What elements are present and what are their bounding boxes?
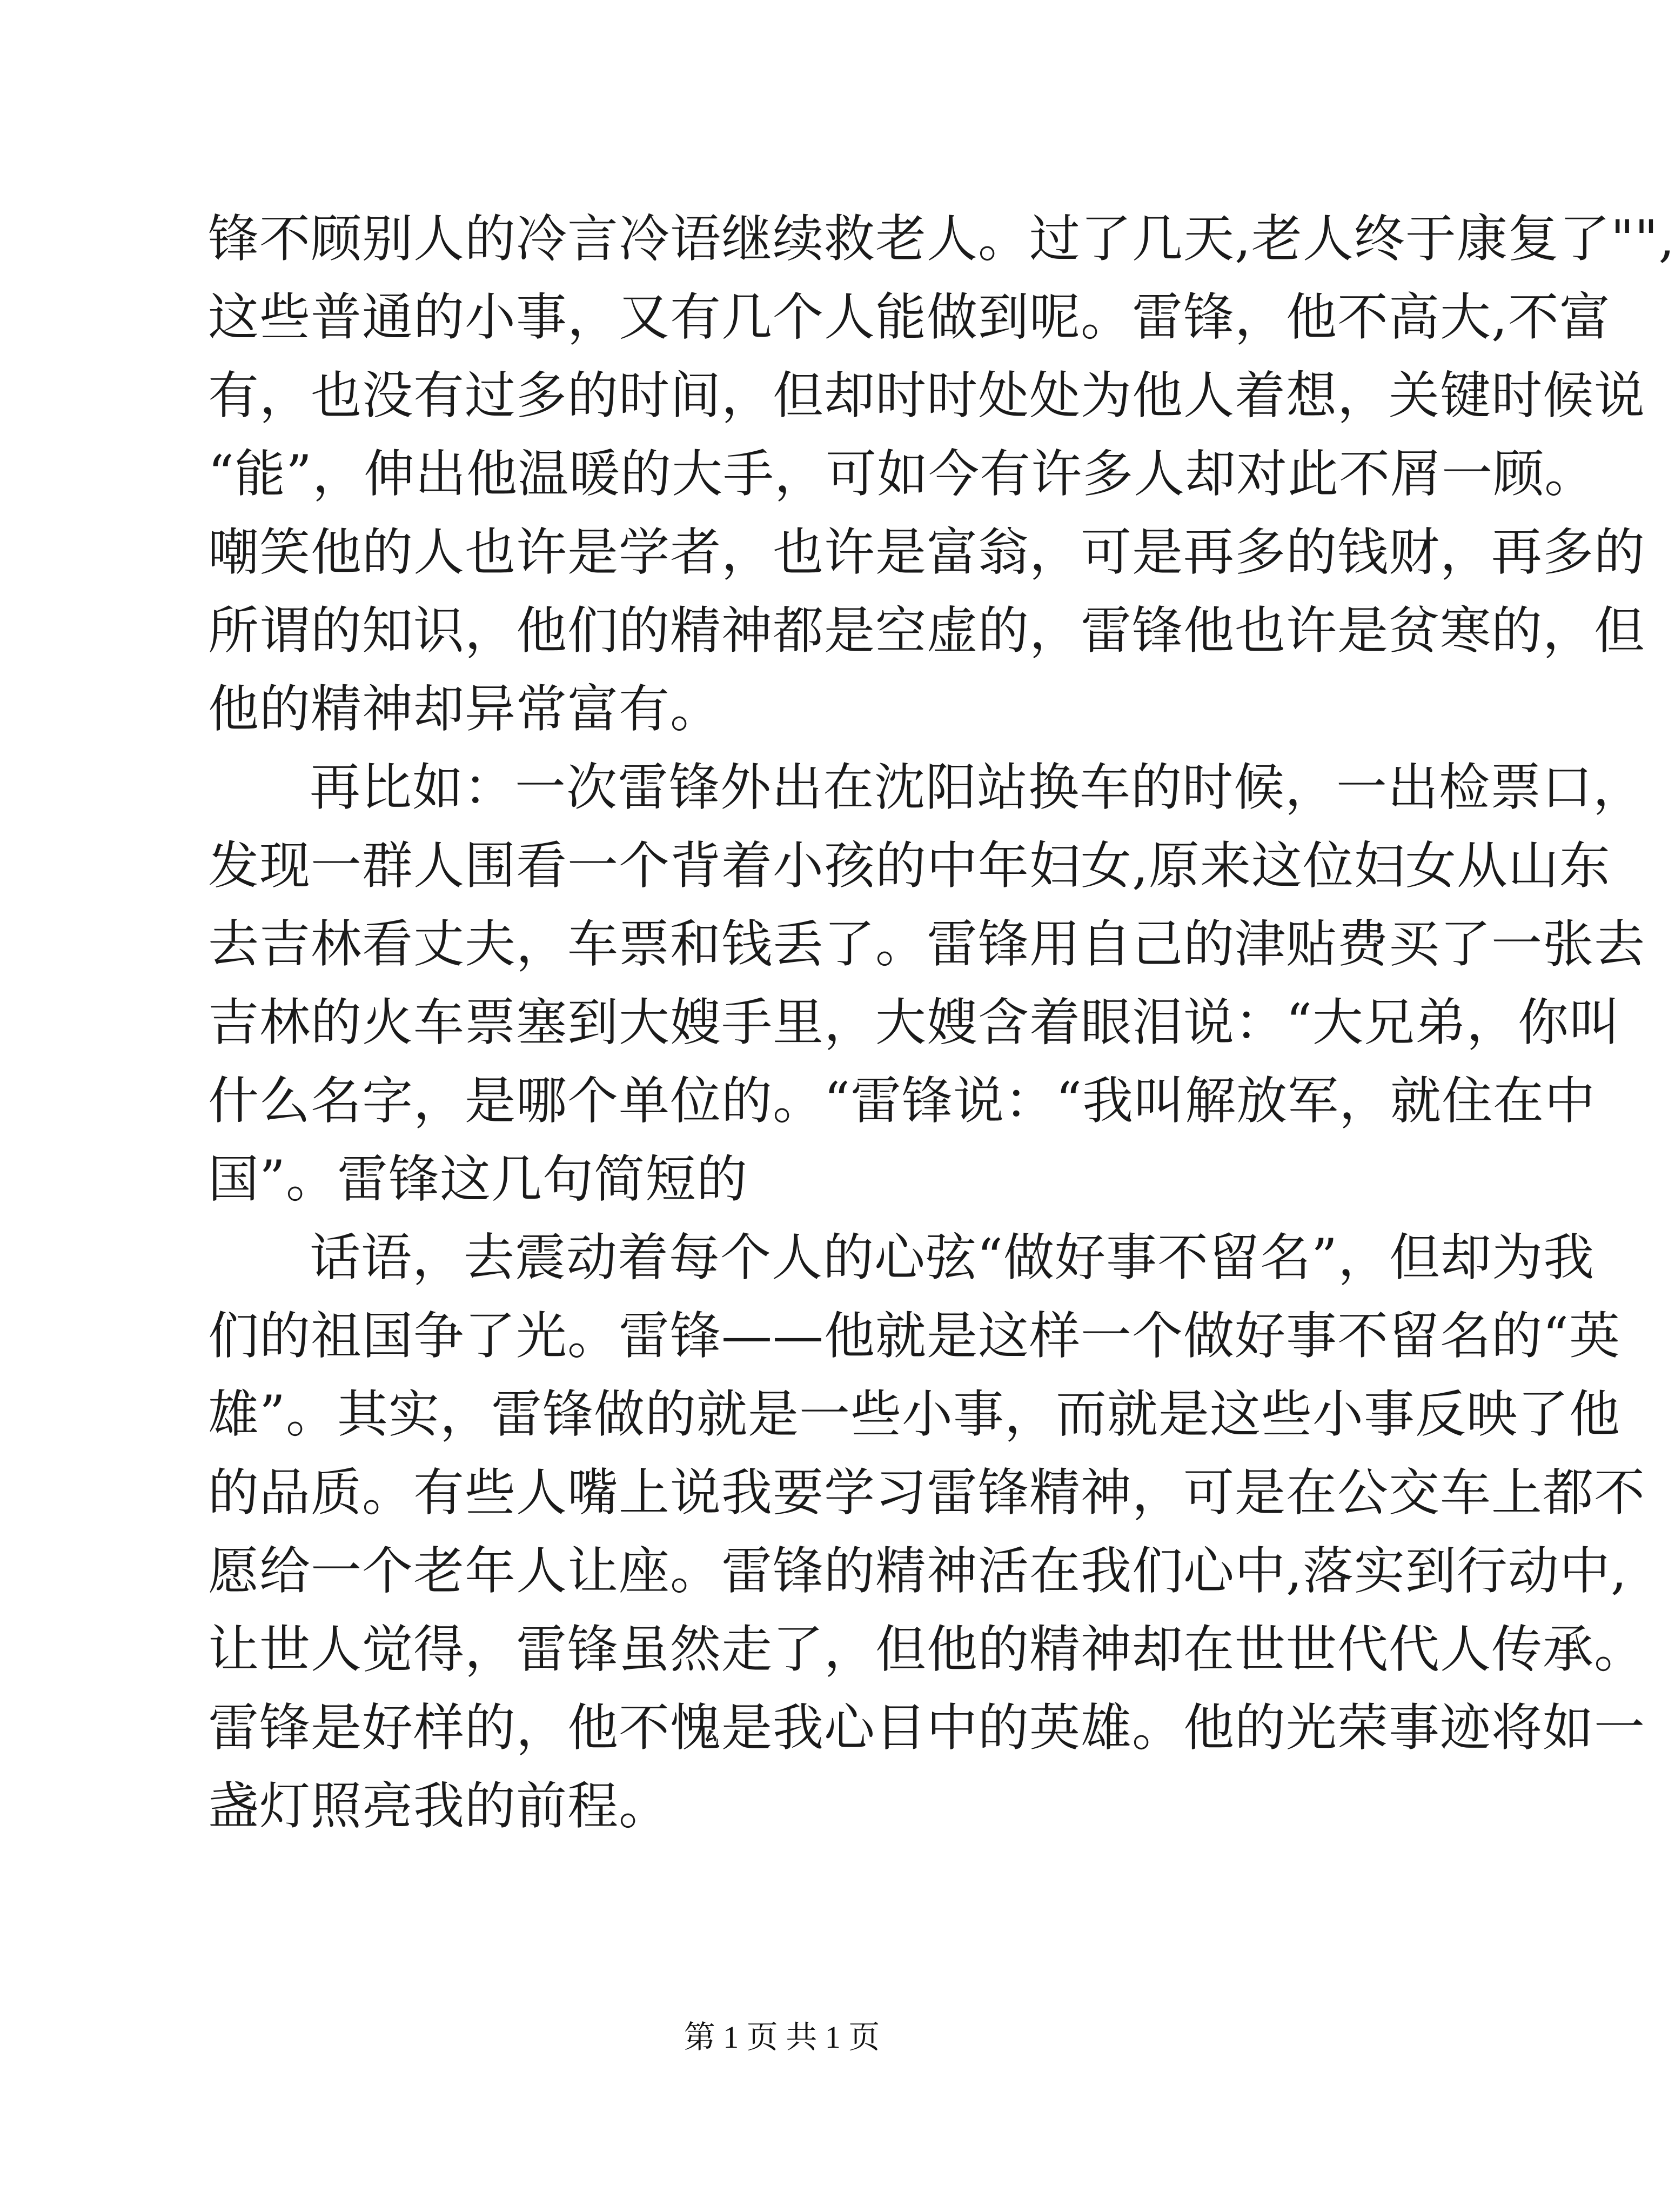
- text-line-3: 有，也没有过多的时间，但却时时处处为他人着想，关键时候说: [208, 366, 1646, 425]
- text-line-14: 话语，去震动着每个人的心弦“做好事不留名”，但却为我: [310, 1228, 1595, 1287]
- text-line-19: 让世人觉得，雷锋虽然走了，但他的精神却在世世代代人传承。: [208, 1620, 1646, 1679]
- text-line-6: 所谓的知识，他们的精神都是空虚的，雷锋他也许是贫寒的，但: [208, 602, 1646, 660]
- page-number-footer: 第 1 页 共 1 页: [684, 2020, 880, 2055]
- text-line-2: 这些普通的小事，又有几个人能做到呢。雷锋，他不高大,不富: [208, 288, 1611, 347]
- document-body: [208, 200, 1675, 1846]
- text-line-21: 盏灯照亮我的前程。: [208, 1777, 671, 1836]
- text-line-9: 发现一群人围看一个背着小孩的中年妇女,原来这位妇女从山东: [208, 837, 1611, 896]
- text-line-13: 国”。雷锋这几句简短的: [208, 1150, 748, 1209]
- text-line-17: 的品质。有些人嘴上说我要学习雷锋精神，可是在公交车上都不: [208, 1463, 1646, 1522]
- text-line-16: 雄”。其实，雷锋做的就是一些小事，而就是这些小事反映了他: [208, 1385, 1621, 1444]
- text-line-8: 再比如：一次雷锋外出在沈阳站换车的时候，一出检票口，: [310, 758, 1645, 817]
- text-line-11: 吉林的火车票塞到大嫂手里，大嫂含着眼泪说：“大兄弟，你叫: [208, 993, 1621, 1052]
- text-line-7: 他的精神却异常富有。: [208, 680, 722, 739]
- text-line-12: 什么名字，是哪个单位的。“雷锋说：“我叫解放军，就住在中: [208, 1072, 1596, 1131]
- text-line-5: 嘲笑他的人也许是学者，也许是富翁，可是再多的钱财，再多的: [208, 523, 1646, 582]
- text-line-10: 去吉林看丈夫，车票和钱丢了。雷锋用自己的津贴费买了一张去: [208, 915, 1646, 974]
- text-line-15: 们的祖国争了光。雷锋——他就是这样一个做好事不留名的“英: [208, 1307, 1621, 1366]
- text-line-1: 锋不顾别人的冷言冷语继续救老人。过了几天,老人终于康复了"",: [208, 210, 1675, 269]
- text-line-20: 雷锋是好样的，他不愧是我心目中的英雄。他的光荣事迹将如一: [208, 1699, 1646, 1757]
- text-line-4: “能”，伸出他温暖的大手，可如今有许多人却对此不屑一顾。: [208, 445, 1596, 504]
- text-line-18: 愿给一个老年人让座。雷锋的精神活在我们心中,落实到行动中,: [208, 1542, 1627, 1601]
